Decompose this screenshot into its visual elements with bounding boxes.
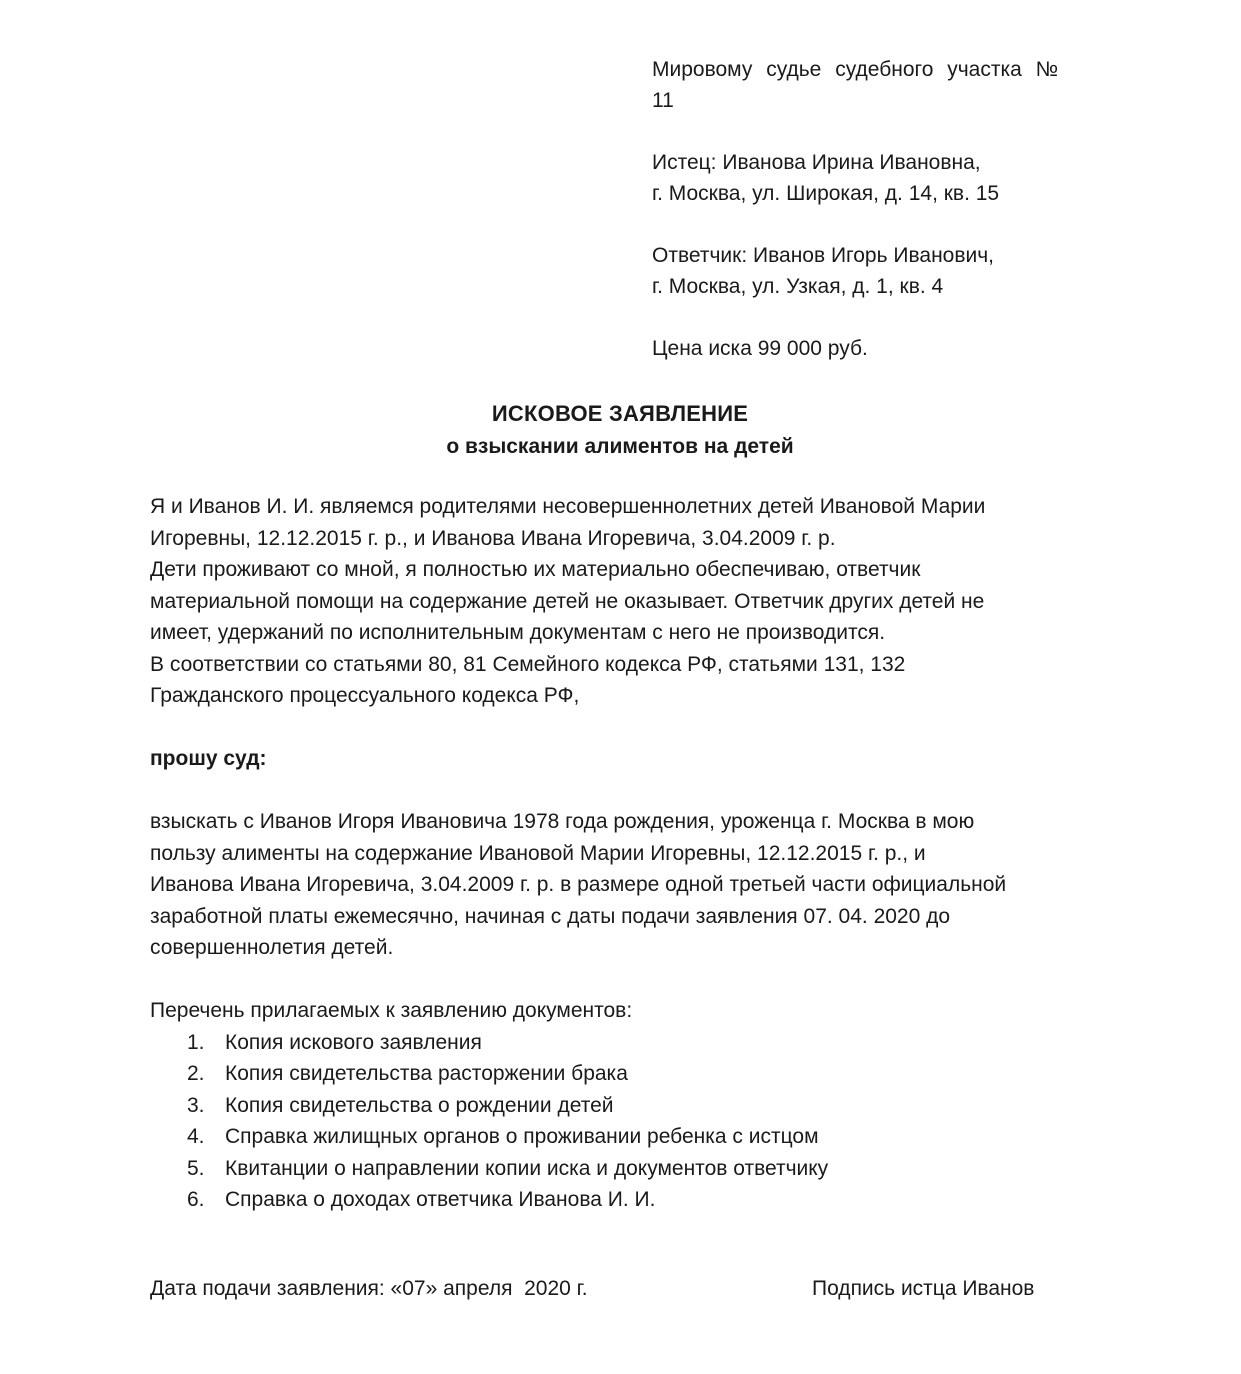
- intro-line: материальной помощи на содержание детей не оказывает. Ответчик других детей не: [150, 589, 985, 613]
- list-item-number: 6.: [187, 1188, 205, 1211]
- defendant-info: [652, 240, 1092, 302]
- addressee-block: [652, 54, 1092, 364]
- list-item-text: Копия свидетельства расторжении брака: [225, 1062, 628, 1085]
- list-item-text: Справка жилищных органов о проживании ребенка с истцом: [225, 1125, 819, 1148]
- request-line: пользу алименты на содержание Ивановой Марии Игоревны, 12.12.2015 г. р., и: [150, 841, 926, 865]
- list-item-text: Справка о доходах ответчика Иванова И. И.: [225, 1188, 656, 1211]
- intro-line: В соответствии со статьями 80, 81 Семейного кодекса РФ, статьями 131, 132: [150, 652, 906, 676]
- list-item-number: 3.: [187, 1093, 205, 1117]
- list-item: [150, 1090, 1095, 1122]
- list-item-text: Копия искового заявления: [225, 1030, 482, 1054]
- title-subtitle: о взыскании алиментов на детей: [446, 435, 794, 458]
- request-paragraph: [150, 806, 1095, 964]
- list-item-number: 5.: [187, 1156, 205, 1180]
- list-item: [150, 1058, 1095, 1090]
- intro-line: Я и Иванов И. И. являемся родителями несовершеннолетних детей Ивановой Марии: [150, 495, 986, 518]
- request-line: заработной платы ежемесячно, начиная с даты подачи заявления 07. 04. 2020 до: [150, 904, 951, 928]
- intro-line: имеет, удержаний по исполнительным документам с него не производится.: [150, 621, 886, 644]
- request-line: Иванова Ивана Игоревича, 3.04.2009 г. р. в размере одной третьей части официальной: [150, 873, 1007, 896]
- intro-paragraph: [150, 491, 1095, 712]
- list-item-text: Квитанции о направлении копии иска и документов ответчику: [225, 1156, 829, 1180]
- title-main: ИСКОВОЕ ЗАЯВЛЕНИЕ: [491, 401, 749, 426]
- defendant-name: Ответчик: Иванов Игорь Иванович,: [652, 244, 995, 267]
- judge-line-2: 11: [652, 89, 674, 112]
- list-item-number: 4.: [187, 1125, 205, 1148]
- list-item-number: 1.: [187, 1030, 205, 1054]
- intro-line: Гражданского процессуального кодекса РФ,: [150, 684, 580, 707]
- document-title: [150, 398, 1090, 462]
- list-item: [150, 1184, 1095, 1216]
- judge-address: [652, 54, 1092, 116]
- request-line: совершеннолетия детей.: [150, 936, 394, 959]
- filing-date: Дата подачи заявления: «07» апреля 2020 г.: [150, 1277, 588, 1300]
- plaintiff-info: [652, 147, 1092, 209]
- attachments-list: [150, 1027, 1095, 1216]
- list-item: [150, 1153, 1095, 1185]
- list-item-text: Копия свидетельства о рождении детей: [225, 1093, 614, 1117]
- claim-price-text: Цена иска 99 000 руб.: [652, 337, 868, 360]
- claim-price: [652, 333, 1092, 364]
- attachments-heading: Перечень прилагаемых к заявлению документов:: [150, 999, 633, 1022]
- request-heading: прошу суд:: [150, 747, 267, 770]
- plaintiff-name: Истец: Иванова Ирина Ивановна,: [652, 151, 981, 174]
- intro-line: Игоревны, 12.12.2015 г. р., и Иванова Ивана Игоревича, 3.04.2009 г. р.: [150, 526, 836, 550]
- intro-line: Дети проживают со мной, я полностью их материально обеспечиваю, ответчик: [150, 558, 921, 581]
- defendant-address: г. Москва, ул. Узкая, д. 1, кв. 4: [652, 275, 944, 298]
- list-item: [150, 1121, 1095, 1153]
- list-item: [150, 1027, 1095, 1059]
- judge-line-1: Мировому судье судебного участка №: [652, 58, 1059, 81]
- plaintiff-address: г. Москва, ул. Широкая, д. 14, кв. 15: [652, 182, 1000, 205]
- list-item-number: 2.: [187, 1062, 205, 1085]
- document-body: [150, 491, 1095, 1216]
- plaintiff-signature: Подпись истца Иванов: [812, 1277, 1035, 1300]
- request-line: взыскать с Иванов Игоря Ивановича 1978 года рождения, уроженца г. Москва в мою: [150, 810, 975, 833]
